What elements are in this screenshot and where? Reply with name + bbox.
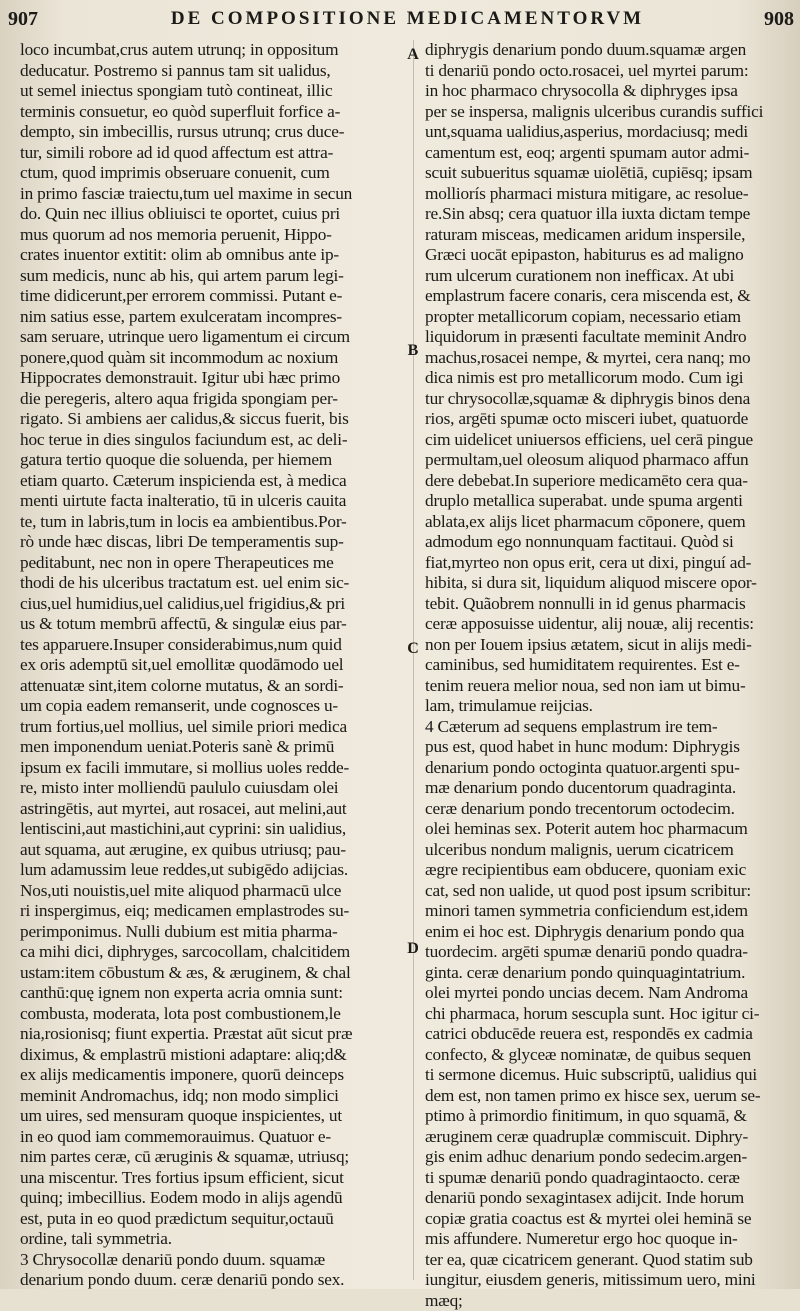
text-line: mis affundere. Numeretur ergo hoc quoque in- (425, 1229, 795, 1250)
text-line: confecto, & glyceæ nominatæ, de quibus sequen (425, 1045, 795, 1066)
text-line: scuit subueritus squamæ uiolētiā, cupiēsq; ipsam (425, 163, 795, 184)
text-line: cius,uel humidius,uel calidius,uel frigidius,& pri (20, 594, 402, 615)
text-line: gatura tertio quoque die soluenda, per hiemem (20, 450, 402, 471)
text-line: iungitur, eiusdem generis, mitissimum uero, mini (425, 1270, 795, 1291)
text-line: etiam quarto. Cæterum inspicienda est, à medica (20, 471, 402, 492)
text-line: do. Quin nec illius obliuisci te oportet, cuius pri (20, 204, 402, 225)
text-line: machus,rosacei nempe, & myrtei, cera nanq; mo (425, 348, 795, 369)
text-line: tur, simili robore ad id quod affectum est attra- (20, 143, 402, 164)
text-line: una miscentur. Tres fortius ipsum efficient, sicut (20, 1168, 402, 1189)
text-line: ri inspergimus, eiq; medicamen emplastrodes su- (20, 901, 402, 922)
text-line: dica nimis est pro metallicorum modo. Cum igi (425, 368, 795, 389)
text-line: liquidorum in præsenti facultate meminit Andro (425, 327, 795, 348)
text-line: denarium pondo duum. ceræ denariū pondo sex. (20, 1270, 402, 1291)
text-line: lam, trimulamue reijcias. (425, 696, 795, 717)
text-line: tur chrysocollæ,squamæ & diphrygis binos dena (425, 389, 795, 410)
text-line: dere debebat.In superiore medicamēto cera qua- (425, 471, 795, 492)
text-line: tenim reuera melior noua, sed non iam ut bimu- (425, 676, 795, 697)
text-line: re.Sin absq; cera quatuor illa iuxta dictam tempe (425, 204, 795, 225)
text-line: sam seruare, utrinque uero ligamentum ei circum (20, 327, 402, 348)
text-line: hibita, si dura sit, liquidum aliquod miscere opor- (425, 573, 795, 594)
text-line: diphrygis denarium pondo duum.squamæ argen (425, 40, 795, 61)
text-line: nim satius esse, partem exulceratam incompres- (20, 307, 402, 328)
text-line: ceræ apposuisse uidentur, alij nouæ, alij recentis: (425, 614, 795, 635)
margin-marker-c: C (405, 640, 421, 658)
text-line: ti sermone dicemus. Huic subscriptū, ualidius qui (425, 1065, 795, 1086)
text-line: te, tum in labris,tum in locis ea ambientibus.Por- (20, 512, 402, 533)
text-line: ex alijs medicamentis imponere, quorū deinceps (20, 1065, 402, 1086)
text-line: astringētis, aut myrtei, aut rosacei, aut melini,aut (20, 799, 402, 820)
text-line: in hoc pharmaco chrysocolla & diphryges ipsa (425, 81, 795, 102)
page-header (0, 6, 800, 36)
text-line: caminibus, sed humiditatem requirentes. Est e- (425, 655, 795, 676)
text-line: terminis consuetur, eo quòd superfluit forfice a- (20, 102, 402, 123)
text-line: meminit Andromachus, idq; non modo simplici (20, 1086, 402, 1107)
text-line: perimponimus. Nulli dubium est mitia pharma- (20, 922, 402, 943)
text-line: quinq; imbecillius. Eodem modo in alijs agendū (20, 1188, 402, 1209)
text-line: denarium pondo octoginta quatuor.argenti spu- (425, 758, 795, 779)
margin-marker-d: D (405, 940, 421, 958)
text-line: Græci uocāt epipaston, habiturus es ad maligno (425, 245, 795, 266)
text-line: emplastrum facere conaris, cera miscenda est, & (425, 286, 795, 307)
text-line: rios, argēti spumæ octo misceri iubet, quatuorde (425, 409, 795, 430)
text-line: attenuatæ sint,item colorne mutatus, & an sordi- (20, 676, 402, 697)
text-line: æruginem ceræ quadruplæ commiscuit. Diphry- (425, 1127, 795, 1148)
text-line: ceræ denarium pondo trecentorum octodecim. (425, 799, 795, 820)
text-line: sum medicis, nunc ab his, qui artem parum legi- (20, 266, 402, 287)
text-line: us & totum membrū affectū, & singulæ eius par- (20, 614, 402, 635)
text-line: 3 Chrysocollæ denariū pondo duum. squamæ (20, 1250, 402, 1271)
text-line: crates inuentor extitit: olim ab omnibus ante ip- (20, 245, 402, 266)
text-line: ti spumæ denariū pondo quadragintaocto. ceræ (425, 1168, 795, 1189)
text-line: lentiscini,aut mastichini,aut cyprini: sin ualidius, (20, 819, 402, 840)
text-line: dempto, sin imbecillis, rursus utrunq; crus duce- (20, 122, 402, 143)
column-divider (413, 40, 414, 1280)
text-line: Nos,uti nouistis,uel mite aliquod pharmacū ulce (20, 881, 402, 902)
text-line: hoc terue in dies singulos faciundum est, ac deli- (20, 430, 402, 451)
text-line: permultam,uel oleosum aliquod pharmaco affun (425, 450, 795, 471)
text-line: combusta, moderata, lota post combustionem,le (20, 1004, 402, 1025)
right-text-column (425, 40, 795, 1311)
text-line: per se inspersa, malignis ulceribus curandis suffici (425, 102, 795, 123)
text-line: mus quorum ad nos memoria peruenit, Hippo- (20, 225, 402, 246)
text-line: ulceribus nondum malignis, uerum cicatricem (425, 840, 795, 861)
text-line: tuordecim. argēti spumæ denariū pondo quadra- (425, 942, 795, 963)
text-line: tes apparuere.Insuper considerabimus,num quid (20, 635, 402, 656)
text-line: fiat,myrteo non opus erit, cera ut dixi, pinguí ad- (425, 553, 795, 574)
text-line: ablata,ex alijs licet pharmacum cōponere, quem (425, 512, 795, 533)
text-line: men imponendum ueniat.Poteris sanè & primū (20, 737, 402, 758)
text-line: minori tamen symmetria conficiendum est,idem (425, 901, 795, 922)
text-line: Hippocrates demonstrauit. Igitur ubi hæc primo (20, 368, 402, 389)
left-text-column (20, 40, 402, 1291)
text-line: propter metallicorum copiam, necessario etiam (425, 307, 795, 328)
text-line: copiæ gratia coactus est & myrtei olei heminā se (425, 1209, 795, 1230)
text-line: peditabunt, nec non in opere Therapeutices me (20, 553, 402, 574)
text-line: loco incumbat,crus autem utrunq; in oppositum (20, 40, 402, 61)
text-line: pus est, quod habet in hunc modum: Diphrygis (425, 737, 795, 758)
text-line: molliorís pharmaci mistura mitigare, ac resolue- (425, 184, 795, 205)
text-line: diximus, & emplastrū mistioni adaptare: aliq;d& (20, 1045, 402, 1066)
margin-marker-b: B (405, 342, 421, 360)
text-line: um copia eadem remanserit, unde cognosces u- (20, 696, 402, 717)
text-line: ut semel iniectus spongiam tutò contineat, illic (20, 81, 402, 102)
margin-marker-a: A (405, 46, 421, 64)
running-title: DE COMPOSITIONE MEDICAMENTORVM (120, 8, 695, 30)
page-number-left: 907 (8, 8, 38, 31)
text-line: druplo metallica superabat. unde spuma argenti (425, 491, 795, 512)
text-line: rum ulcerum curationem non inefficax. At ubi (425, 266, 795, 287)
text-line: ponere,quod quàm sit incommodum ac noxium (20, 348, 402, 369)
text-line: trum fortius,uel mollius, uel simile priori medica (20, 717, 402, 738)
text-line: in primo fasciæ traiectu,tum uel maxime in secun (20, 184, 402, 205)
text-line: non per Iouem ipsius ætatem, sicut in alijs medi- (425, 635, 795, 656)
text-line: aut squama, aut ærugine, ex quibus utriusq; pau- (20, 840, 402, 861)
text-line: olei myrtei pondo uncias decem. Nam Androma (425, 983, 795, 1004)
text-line: ex oris ademptū sit,uel emollitæ quodāmodo uel (20, 655, 402, 676)
text-line: nia,rosionisq; fiunt expertia. Præstat aūt sicut præ (20, 1024, 402, 1045)
text-line: ctum, quod imprimis obseruare conuenit, cum (20, 163, 402, 184)
text-line: ter ea, quæ cicatricem generant. Quod statim sub (425, 1250, 795, 1271)
text-line: re, misto inter molliendū paululo cuiusdam olei (20, 778, 402, 799)
text-line: catrici obducēde reuera est, respondēs ex cadmia (425, 1024, 795, 1045)
text-line: ipsum ex facili immutare, si mollius uoles redde- (20, 758, 402, 779)
text-line: in eo quod iam commemorauimus. Quatuor e- (20, 1127, 402, 1148)
text-line: chi pharmaca, horum sescupla sunt. Hoc igitur ci- (425, 1004, 795, 1025)
text-line: ægre recipientibus eam obducere, quoniam exic (425, 860, 795, 881)
text-line: ginta. ceræ denarium pondo quinquagintatrium. (425, 963, 795, 984)
text-line: ca mihi dici, diphryges, sarcocollam, chalcitidem (20, 942, 402, 963)
text-line: rigato. Si ambiens aer calidus,& siccus fuerit, bis (20, 409, 402, 430)
text-line: mæq; (425, 1291, 795, 1311)
text-line: deducatur. Postremo si pannus tam sit ualidus, (20, 61, 402, 82)
text-line: nim partes ceræ, cū æruginis & squamæ, utriusq; (20, 1147, 402, 1168)
text-line: canthū:quę ignem non experta acria omnia sunt: (20, 983, 402, 1004)
text-line: denariū pondo sexagintasex adijcit. Inde horum (425, 1188, 795, 1209)
text-line: camentum est, eoq; argenti spumam autor admi- (425, 143, 795, 164)
text-line: enim ei hoc est. Diphrygis denarium pondo qua (425, 922, 795, 943)
text-line: raturam misceas, medicamen aridum inspersile, (425, 225, 795, 246)
text-line: cim uidelicet uniuersos efficiens, uel cerā pingue (425, 430, 795, 451)
text-line: dem est, non tamen primo ex hisce sex, uerum se- (425, 1086, 795, 1107)
text-line: time didicerunt,per errorem commissi. Putant e- (20, 286, 402, 307)
text-line: ordine, tali symmetria. (20, 1229, 402, 1250)
text-line: gis enim adhuc denarium pondo sedecim.argen- (425, 1147, 795, 1168)
text-line: rò unde hæc discas, libri De temperamentis sup- (20, 532, 402, 553)
text-line: thodi de his ulceribus tractatum est. uel enim sic- (20, 573, 402, 594)
text-line: unt,squama ualidius,asperius, mordaciusq; medi (425, 122, 795, 143)
text-line: lum adamussim leue reddes,ut subigēdo adijcias. (20, 860, 402, 881)
text-line: menti uirtute facta inalteratio, tū in ulceris cauita (20, 491, 402, 512)
text-line: cat, sed non ualide, ut quod post ipsum scribitur: (425, 881, 795, 902)
text-line: mæ denarium pondo ducentorum quadraginta. (425, 778, 795, 799)
text-line: ti denariū pondo octo.rosacei, uel myrtei parum: (425, 61, 795, 82)
page-number-right: 908 (764, 8, 794, 31)
text-line: 4 Cæterum ad sequens emplastrum ire tem- (425, 717, 795, 738)
text-line: die peregeris, altero aqua frigida spongiam per- (20, 389, 402, 410)
text-line: ustam:item cōbustum & æs, & æruginem, & chal (20, 963, 402, 984)
text-line: est, puta in eo quod prædictum sequitur,octauū (20, 1209, 402, 1230)
text-line: ptimo à primordio finitimum, in quo squamā, & (425, 1106, 795, 1127)
text-line: tebit. Quãobrem nonnulli in id genus pharmacis (425, 594, 795, 615)
text-line: um uires, sed mensuram quoque inspicientes, ut (20, 1106, 402, 1127)
text-line: olei heminas sex. Poterit autem hoc pharmacum (425, 819, 795, 840)
text-line: admodum ego nonnunquam factitaui. Quòd si (425, 532, 795, 553)
